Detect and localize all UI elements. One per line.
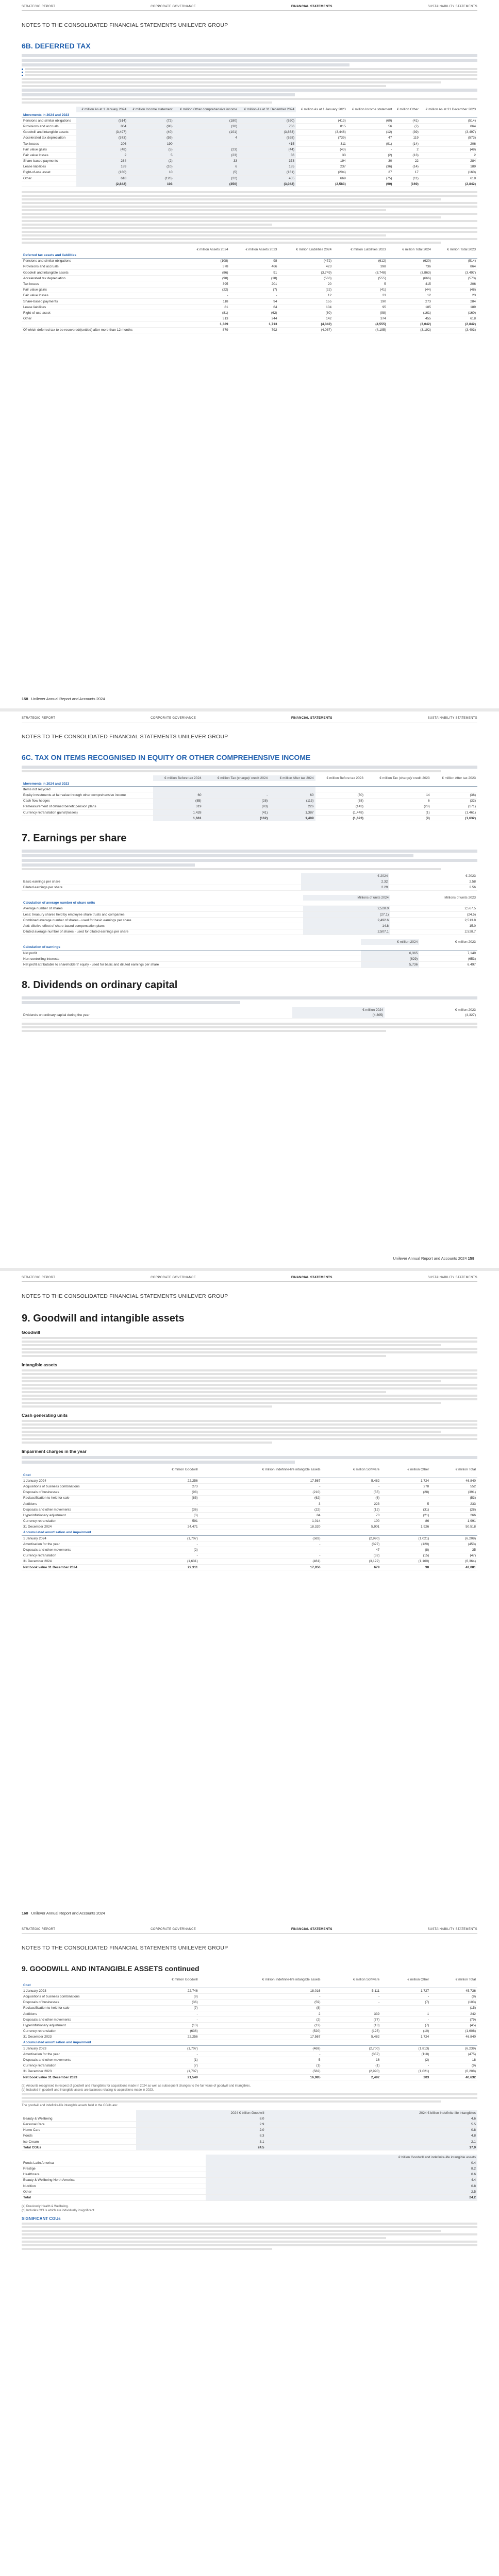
table-row: Lease liabilities 81 64 104 95 185 189 — [22, 304, 477, 310]
table-row: Lease liabilities 189 (10) 6 185 237 (36) (14) 189 — [22, 164, 477, 170]
total-row: Net book value 31 December 2024 22,911 17,856 679 98 42,081 — [22, 1565, 477, 1570]
column-header: € million As at 31 December 2023 — [425, 108, 476, 111]
table-row: Other 313 244 142 374 455 618 — [22, 316, 477, 321]
column-header: € million Liabilities 2023 — [351, 248, 386, 252]
nav-governance[interactable]: CORPORATE GOVERNANCE — [151, 5, 196, 8]
table-row: Share-based payments 284 (2) 33 373 194 30 22 284 — [22, 158, 477, 164]
table-row: Equity investments at fair value through other comprehensive income 60 - 60 (50) 14 (36) — [22, 792, 477, 798]
nav-sustainability[interactable]: SUSTAINABILITY STATEMENTS — [427, 1276, 477, 1279]
table-row: Currency retranslation (7) (1) (1) - (9) — [22, 2063, 477, 2069]
table-row: Accelerated tax depreciation (573) (59) 4 (628) (739) 47 119 (573) — [22, 135, 477, 141]
table-row: Other 618 (126) (22) 455 669 (75) (11) 618 — [22, 176, 477, 181]
column-header — [22, 873, 301, 879]
table-row: Amortisation for the year - - (327) (120) (453) — [22, 1541, 477, 1547]
table-row: Disposals and other movements (1) 5 16 (2) 18 — [22, 2057, 477, 2063]
running-head: NOTES TO THE CONSOLIDATED FINANCIAL STATEMENTS UNILEVER GROUP — [22, 22, 228, 28]
dividends-title: 8. Dividends on ordinary capital — [22, 979, 178, 991]
table-row: Basic earnings per share 2.32 2.58 — [22, 879, 477, 885]
table-row: 31 December 2023 (1,707) (582) (2,990) (1,021) (6,208) — [22, 2069, 477, 2074]
column-header — [22, 1007, 292, 1013]
table-row: Net profit attributable to shareholders' equity - used for basic and diluted earnings per share 5,736 6,497 — [22, 962, 477, 968]
column-header: € million Assets 2024 — [196, 248, 228, 252]
column-header: € million Tax (charge)/ credit 2024 — [203, 775, 270, 781]
section-row: Accumulated amortisation and impairment — [22, 2040, 477, 2045]
column-header: € million 2024 — [292, 1007, 385, 1013]
table-row: Goodwill and intangible assets (3,497) (40) (101) (3,863) (3,446) (12) (39) (3,497) — [22, 129, 477, 135]
column-header — [22, 2110, 136, 2116]
nav-sustainability[interactable]: SUSTAINABILITY STATEMENTS — [427, 5, 477, 8]
nav-financial[interactable]: FINANCIAL STATEMENTS — [291, 1928, 332, 1931]
table-row: Currency retranslation 591 1,014 100 86 1,991 — [22, 1518, 477, 1524]
section-title: 6B. DEFERRED TAX — [22, 42, 91, 50]
column-header: € million Total 2024 — [402, 248, 431, 252]
table-row: Fair value losses 2 5 (23) 36 33 (2) (13) 2 — [22, 152, 477, 158]
column-header: € million Total — [455, 1468, 476, 1471]
column-header: € million After tax 2023 — [442, 776, 476, 780]
table-row: Hyperinflationary adjustment (13) (12) (13) (7) (45) — [22, 2023, 477, 2028]
table-row: Net profit 6,365 7,149 — [22, 951, 477, 956]
table-row: Fair value losses - - 12 23 12 23 — [22, 293, 477, 298]
text-block — [22, 54, 477, 104]
table-row: Right-of-use asset (81) (62) (80) (98) (161) (160) — [22, 310, 477, 316]
table-row: Disposals of businesses (98) (210) (55) (28) (391) — [22, 1489, 477, 1495]
deferred-tax-movements-table — [22, 107, 477, 187]
nav-governance[interactable]: CORPORATE GOVERNANCE — [151, 1276, 196, 1279]
table-row: Healthcare 0.6 — [22, 2172, 477, 2177]
column-header: € million As at 31 December 2024 — [239, 107, 296, 112]
column-header — [22, 939, 361, 945]
column-header — [22, 1977, 141, 1982]
column-header: € million 2023 — [455, 1008, 476, 1012]
table-row: Personal Care 2.9 5.5 — [22, 2122, 477, 2127]
table-row: Combined average number of shares - used for basic earnings per share 2,492.6 2,513.8 — [22, 918, 477, 923]
column-header: € million Before tax 2023 — [326, 776, 363, 780]
column-header: € million Software — [353, 1978, 380, 1981]
significant-cgus-title: SIGNIFICANT CGUs — [22, 2216, 61, 2221]
nav-sustainability[interactable]: SUSTAINABILITY STATEMENTS — [427, 1928, 477, 1931]
table-row: Acquisitions of business combinations 273 - - 278 552 — [22, 1484, 477, 1489]
column-header: € 2023 — [465, 874, 476, 878]
goodwill-continued-title: 9. GOODWILL AND INTANGIBLE ASSETS continued — [22, 1964, 199, 1973]
average-shares-table — [22, 895, 477, 935]
section-row: Movements in 2024 and 2023 — [22, 112, 477, 118]
footnote-b: (b) Included in goodwill and intangible assets are balances relating to acquisitions made in 2023. — [22, 2089, 154, 2092]
table-row: Goodwill and intangible assets (86) 91 (3,749) (3,748) (3,863) (3,497) — [22, 270, 477, 276]
table-row: Disposals and other movements - (2) (77) - (79) — [22, 2017, 477, 2023]
section-row: Calculation of average number of share units — [22, 901, 477, 906]
label-impairment: Impairment charges in the year — [22, 1449, 87, 1454]
column-header — [22, 895, 303, 901]
total-row: Total CGUs 24.5 17.9 — [22, 2145, 477, 2150]
table-row: Provisions and accruals 864 (98) (30) 736 815 56 (7) 864 — [22, 124, 477, 129]
column-header: € million Income statement — [128, 107, 174, 112]
total-row: 1,661 (162) 1,499 (1,623) (9) (1,632) — [22, 816, 477, 821]
table-row: Nutrition 0.8 — [22, 2183, 477, 2189]
running-head: NOTES TO THE CONSOLIDATED FINANCIAL STATEMENTS UNILEVER GROUP — [22, 734, 228, 740]
table-row: 1 January 2024 (1,707) (582) (2,990) (1,021) (6,208) — [22, 1536, 477, 1541]
eps-title: 7. Earnings per share — [22, 833, 127, 844]
table-row: Less: treasury shares held by employee share trusts and companies (27.1) (24.5) — [22, 912, 477, 918]
column-header: € million Other — [397, 108, 419, 111]
table-row: Average number of shares 2,528.0 2,567.5 — [22, 906, 477, 911]
column-header: € million Assets 2023 — [245, 248, 277, 252]
nav-strategic[interactable]: STRATEGIC REPORT — [22, 1276, 56, 1279]
table-row: Tax losses 206 190 - 415 311 (91) (14) 206 — [22, 141, 477, 146]
column-header: € million After tax 2024 — [269, 775, 315, 781]
footnote-a: (a) Amounts recognised in respect of goodwill and intangibles for acquisitions made in 2024 as well as subsequent changes to the fair value of goodwill and intangibles. — [22, 2084, 251, 2088]
column-header: € billion Goodwill and indefinite-life intangible assets — [206, 2155, 477, 2160]
column-header: € million Liabilities 2024 — [296, 248, 332, 252]
table-row: Pensions and similar obligations (514) (72) (180) (620) (413) (60) (41) (514) — [22, 118, 477, 124]
cgu-intro: The goodwill and indefinite-life intangible assets held in the CGUs are: — [22, 2104, 118, 2108]
column-header: € million Income statement — [352, 108, 392, 111]
goodwill-2023-table — [22, 1977, 477, 2080]
tax-equity-table — [22, 775, 477, 821]
table-row: Additions - 3 223 5 233 — [22, 1501, 477, 1506]
nav-financial[interactable]: FINANCIAL STATEMENTS — [291, 717, 332, 720]
footer: 158 Unilever Annual Report and Accounts 2024 — [22, 697, 105, 701]
section-title-6c: 6C. TAX ON ITEMS RECOGNISED IN EQUITY OR OTHER COMPREHENSIVE INCOME — [22, 753, 311, 761]
table-row: Provisions and accruals 378 466 423 398 736 864 — [22, 264, 477, 269]
column-header: € 2024 — [301, 873, 389, 879]
column-header: 2024 € billion Goodwill — [136, 2110, 266, 2116]
column-header: 2024 € billion Indefinite-life intangibles — [266, 2110, 477, 2116]
dividends-table — [22, 1007, 477, 1019]
footer: Unilever Annual Report and Accounts 2024 159 — [393, 1256, 474, 1261]
nav-strategic[interactable]: STRATEGIC REPORT — [22, 5, 56, 8]
column-header: € million Other — [407, 1468, 429, 1471]
nav-sustainability[interactable]: SUSTAINABILITY STATEMENTS — [427, 717, 477, 720]
section-row: Deferred tax assets and liabilities — [22, 252, 477, 258]
column-header: € million Goodwill — [172, 1978, 198, 1981]
column-header: € million Other — [407, 1978, 429, 1981]
column-header: € million Tax (charge)/ credit 2023 — [379, 776, 430, 780]
cgu-table — [22, 2110, 477, 2150]
table-row: Home Care 2.0 0.8 — [22, 2127, 477, 2133]
table-row: Share-based payments 118 94 155 190 273 284 — [22, 298, 477, 304]
label-cgu: Cash generating units — [22, 1413, 68, 1418]
section-row: Calculation of earnings — [22, 945, 477, 951]
column-header — [22, 107, 76, 112]
note-row: Of which deferred tax to be recovered/(settled) after more than 12 months 879 792 (4,087) (4,195) (3,192) (3,403) — [22, 327, 477, 333]
table-row: Accelerated tax depreciation (98) (18) (566) (555) (666) (573) — [22, 276, 477, 281]
goodwill-title: 9. Goodwill and intangible assets — [22, 1313, 185, 1324]
column-header: € million Before tax 2024 — [153, 775, 203, 781]
footnote-d: (b) Includes CGUs which are individually insignificant. — [22, 2209, 95, 2212]
table-row: Reclassification to held for sale (7) (8) - - (15) — [22, 2005, 477, 2011]
section-row: Accumulated amortisation and impairment — [22, 1530, 477, 1535]
column-header: Millions of units 2024 — [303, 895, 390, 901]
section-row: Movements in 2024 and 2023 — [22, 781, 477, 787]
table-row: Hyperinflationary adjustment (3) 84 70 (21) 266 — [22, 1513, 477, 1518]
table-row: Diluted average number of shares - used for diluted earnings per share 2,507.1 2,528.7 — [22, 929, 477, 935]
top-nav — [22, 1271, 477, 1282]
table-row: Add: dilutive effect of share-based compensation plans 14.8 15.0 — [22, 923, 477, 929]
nav-strategic[interactable]: STRATEGIC REPORT — [22, 1928, 56, 1931]
nav-governance[interactable]: CORPORATE GOVERNANCE — [151, 717, 196, 720]
table-row: Other 2.5 — [22, 2189, 477, 2195]
total-row: Total 24.2 — [22, 2195, 477, 2200]
nav-financial[interactable]: FINANCIAL STATEMENTS — [291, 1276, 332, 1279]
label-intangibles: Intangible assets — [22, 1362, 57, 1367]
earnings-calc-table — [22, 939, 477, 968]
top-nav — [22, 1923, 477, 1934]
cgu-other-table — [22, 2155, 477, 2200]
table-row: 1 January 2023 22,746 18,016 5,111 1,727 45,736 — [22, 1988, 477, 1994]
table-row: Acquisitions of business combinations (8) - - - (8) — [22, 1994, 477, 1999]
section-row: Cost — [22, 1982, 477, 1988]
table-row: Pensions and similar obligations (108) 98 (472) (612) (620) (514) — [22, 258, 477, 264]
table-row: Additions - 2 339 1 242 — [22, 2011, 477, 2016]
table-row: Diluted earnings per share 2.29 2.56 — [22, 885, 477, 890]
table-row: Non-controlling interests (629) (653) — [22, 956, 477, 962]
table-row: Currency retranslation - - (32) (15) (47) — [22, 1553, 477, 1558]
running-head: NOTES TO THE CONSOLIDATED FINANCIAL STATEMENTS UNILEVER GROUP — [22, 1945, 228, 1951]
nav-financial[interactable]: FINANCIAL STATEMENTS — [291, 5, 332, 8]
table-row: Disposals and other movements (36) (22) (12) (31) (28) — [22, 1507, 477, 1513]
column-header: Millions of units 2023 — [444, 895, 476, 900]
table-row: Reclassification to held for sale (85) (62) (6) - (53) — [22, 1495, 477, 1501]
column-header: € million Indefinite-life intangible assets — [262, 1978, 321, 1981]
table-row: Beauty & Wellbeing 8.0 4.6 — [22, 2116, 477, 2122]
table-row: 1 January 2023 (1,707) (469) (2,700) (1,813) (6,239) — [22, 2046, 477, 2052]
total-row: (2,842) 103 (350) (3,042) (2,583) (90) (169) (2,842) — [22, 181, 477, 187]
table-row: Foods 8.3 4.8 — [22, 2133, 477, 2139]
column-header: € million Total 2023 — [447, 248, 476, 252]
running-head: NOTES TO THE CONSOLIDATED FINANCIAL STATEMENTS UNILEVER GROUP — [22, 1293, 228, 1299]
table-row: 1 January 2024 22,256 17,567 5,482 1,724 46,840 — [22, 1478, 477, 1484]
table-row: Currency retranslation (636) (520) (125) (10) (1,608) — [22, 2028, 477, 2034]
footnote-c: (a) Previously Health & Wellbeing. — [22, 2205, 69, 2208]
table-row: Cash flow hedges (85) (28) (113) (38) 6 (32) — [22, 798, 477, 804]
table-row: Currency retranslation gains/(losses) 1,428 (41) 1,387 (1,448) (1) (1,461) — [22, 809, 477, 815]
column-header: € million Indefinite-life intangible assets — [262, 1468, 321, 1471]
column-header — [22, 1467, 141, 1472]
total-row: Net book value 31 December 2023 21,549 16,985 2,492 203 40,632 — [22, 2075, 477, 2080]
top-nav — [22, 711, 477, 722]
table-row: 31 December 2024 24,471 18,320 5,901 1,926 50,518 — [22, 1524, 477, 1530]
section-row: Cost — [22, 1472, 477, 1478]
column-header — [22, 775, 153, 781]
column-header: € million Goodwill — [172, 1468, 198, 1471]
table-row: Remeasurement of defined benefit pension plans 319 (93) 226 (143) (28) (171) — [22, 804, 477, 809]
nav-governance[interactable]: CORPORATE GOVERNANCE — [151, 1928, 196, 1931]
column-header: € million 2023 — [455, 940, 476, 944]
table-row: Ice Cream 3.1 2.1 — [22, 2139, 477, 2144]
table-row: 31 December 2023 22,256 17,567 5,482 1,724 46,840 — [22, 2034, 477, 2040]
table-row: Foods Latin America 0.4 — [22, 2160, 477, 2166]
deferred-tax-assets-liabilities-table — [22, 247, 477, 333]
table-row: Dividends on ordinary capital during the year (4,305) (4,327) — [22, 1013, 477, 1019]
nav-strategic[interactable]: STRATEGIC REPORT — [22, 717, 56, 720]
total-row: 1,389 1,713 (4,342) (4,555) (3,042) (2,842) — [22, 321, 477, 327]
column-header: € million As at 1 January 2024 — [76, 107, 128, 112]
table-row: Items not recycled — [22, 787, 477, 792]
footer: 160 Unilever Annual Report and Accounts 2024 — [22, 1911, 105, 1916]
column-header: € million As at 1 January 2023 — [301, 108, 346, 111]
eps-table — [22, 873, 477, 890]
page-158 — [0, 0, 499, 708]
column-header: € million Software — [353, 1468, 380, 1471]
top-nav — [22, 0, 477, 11]
table-row: Disposals of businesses (36) (59) - (7) (103) — [22, 1999, 477, 2005]
column-header: € million Other comprehensive income — [174, 107, 239, 112]
table-row: Prestige 8.2 — [22, 2166, 477, 2172]
column-header: € million 2024 — [361, 939, 419, 945]
column-header: € million Total — [455, 1978, 476, 1981]
label-goodwill: Goodwill — [22, 1330, 40, 1335]
table-row: Disposals and other movements (2) - 47 (8) 35 — [22, 1547, 477, 1553]
page-160 — [0, 1271, 499, 1923]
table-row: 31 December 2024 (1,631) (461) (3,122) (1,160) (6,364) — [22, 1558, 477, 1564]
table-row: Amortisation for the year - - (357) (118) (475) — [22, 2052, 477, 2057]
table-row: Right-of-use asset (160) 10 (5) (161) (204) 27 17 (160) — [22, 170, 477, 175]
table-row: Tax losses 395 201 20 5 415 206 — [22, 281, 477, 287]
table-row: Fair value gains (48) (5) (23) (44) (43) - 2 (48) — [22, 147, 477, 152]
goodwill-2024-table — [22, 1467, 477, 1570]
page-159 — [0, 711, 499, 1268]
text-block-2 — [22, 191, 477, 244]
column-header — [22, 2155, 206, 2160]
table-row: Beauty & Wellbeing North America 4.4 — [22, 2177, 477, 2183]
column-header — [22, 247, 181, 252]
page-161 — [0, 1923, 499, 2576]
table-row: Fair value gains (22) (7) (22) (41) (44) (48) — [22, 287, 477, 293]
